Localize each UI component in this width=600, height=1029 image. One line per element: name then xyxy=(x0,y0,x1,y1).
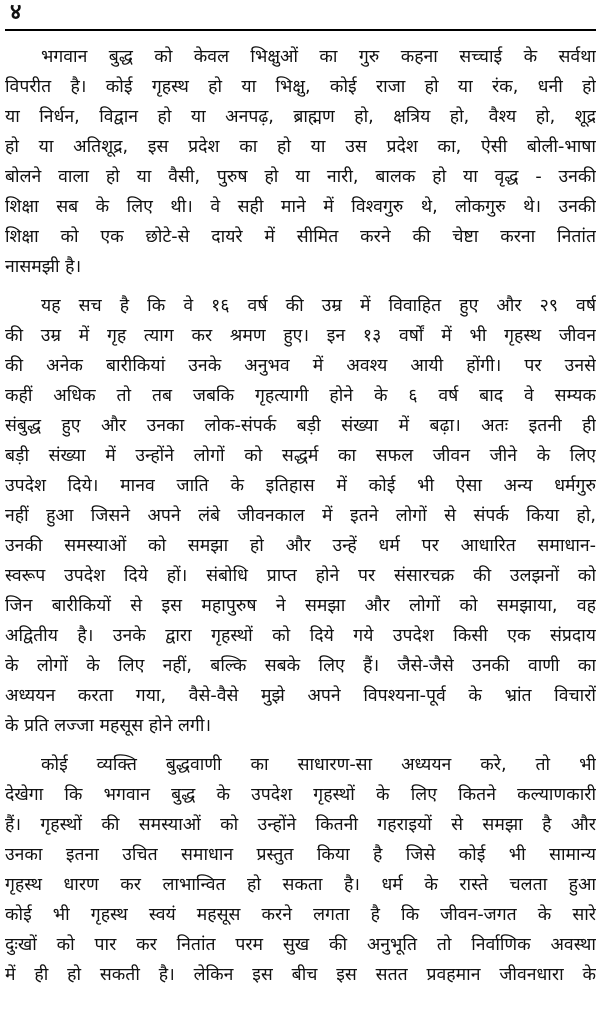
page-number: ४ xyxy=(10,0,22,25)
text-line: यह सच है कि वे १६ वर्ष की उम्र में विवाहित हुए और २९ वर्ष xyxy=(41,296,596,316)
text-line: दुःखों को पार कर नितांत परम सुख की अनुभूति तो निर्वाणिक अवस्था xyxy=(5,935,596,955)
text-line: में ही हो सकती है। लेकिन इस बीच इस सतत प्रवहमान जीवनधारा के xyxy=(5,965,596,985)
paragraph-1 xyxy=(5,42,596,282)
text-line: शिक्षा को एक छोटे-से दायरे में सीमित करने की चेष्टा करना नितांत xyxy=(5,227,596,247)
text-line: अध्ययन करता गया, वैसे-वैसे मुझे अपने विपश्यना-पूर्व के भ्रांत विचारों xyxy=(5,686,596,706)
text-line: जिन बारीकियों से इस महापुरुष ने समझा और लोगों को समझाया, वह xyxy=(5,596,596,616)
text-line: अद्वितीय है। उनके द्वारा गृहस्थों को दिये गये उपदेश किसी एक संप्रदाय xyxy=(5,626,596,646)
text-line: कहीं अधिक तो तब जबकि गृहत्यागी होने के ६ वर्ष बाद वे सम्यक xyxy=(5,386,596,406)
text-line: की उम्र में गृह त्याग कर श्रमण हुए। इन १३ वर्षों में भी गृहस्थ जीवन xyxy=(5,326,596,346)
text-line: के प्रति लज्जा महसूस होने लगी। xyxy=(5,716,212,736)
text-line: के लोगों के लिए नहीं, बल्कि सबके लिए हैं। जैसे-जैसे उनकी वाणी का xyxy=(5,656,596,676)
text-line: उनकी समस्याओं को समझा हो और उन्हें धर्म पर आधारित समाधान- xyxy=(5,536,596,556)
text-line: भगवान बुद्ध को केवल भिक्षुओं का गुरु कहना सच्चाई के सर्वथा xyxy=(41,47,596,67)
text-line: हो या अतिशूद्र, इस प्रदेश का हो या उस प्रदेश का, ऐसी बोली-भाषा xyxy=(5,137,596,157)
text-line: कोई भी गृहस्थ स्वयं महसूस करने लगता है कि जीवन-जगत के सारे xyxy=(5,905,596,925)
text-line: या निर्धन, विद्वान हो या अनपढ़, ब्राह्मण हो, क्षत्रिय हो, वैश्य हो, शूद्र xyxy=(5,107,596,127)
text-line: संबुद्ध हुए और उनका लोक-संपर्क बड़ी संख्या में बढ़ा। अतः इतनी ही xyxy=(5,416,596,436)
text-line: उनका इतना उचित समाधान प्रस्तुत किया है जिसे कोई भी सामान्य xyxy=(5,845,596,865)
text-line: नासमझी है। xyxy=(5,257,82,277)
paragraph-3 xyxy=(5,750,596,990)
text-line: गृहस्थ धारण कर लाभान्वित हो सकता है। धर्म के रास्ते चलता हुआ xyxy=(5,875,596,895)
paragraph-2 xyxy=(5,291,596,741)
body-text xyxy=(5,42,596,990)
header-rule xyxy=(5,29,596,31)
text-line: कोई व्यक्ति बुद्धवाणी का साधारण-सा अध्ययन करे, तो भी xyxy=(41,755,596,775)
text-line: की अनेक बारीकियां उनके अनुभव में अवश्य आयी होंगी। पर उनसे xyxy=(5,356,596,376)
text-line: बोलने वाला हो या वैसी, पुरुष हो या नारी, बालक हो या वृद्ध - उनकी xyxy=(5,167,596,187)
text-line: बड़ी संख्या में उन्होंने लोगों को सद्धर्म का सफल जीवन जीने के लिए xyxy=(5,446,596,466)
text-line: नहीं हुआ जिसने अपने लंबे जीवनकाल में इतने लोगों से संपर्क किया हो, xyxy=(5,506,596,526)
text-line: देखेगा कि भगवान बुद्ध के उपदेश गृहस्थों के लिए कितने कल्याणकारी xyxy=(5,785,596,805)
text-line: विपरीत है। कोई गृहस्थ हो या भिक्षु, कोई राजा हो या रंक, धनी हो xyxy=(5,77,596,97)
text-line: हैं। गृहस्थों की समस्याओं को उन्होंने कितनी गहराइयों से समझा है और xyxy=(5,815,596,835)
text-line: स्वरूप उपदेश दिये हों। संबोधि प्राप्त होने पर संसारचक्र की उलझनों को xyxy=(5,566,596,586)
text-line: उपदेश दिये। मानव जाति के इतिहास में कोई भी ऐसा अन्य धर्मगुरु xyxy=(5,476,596,496)
text-line: शिक्षा सब के लिए थी। वे सही माने में विश्वगुरु थे, लोकगुरु थे। उनकी xyxy=(5,197,596,217)
